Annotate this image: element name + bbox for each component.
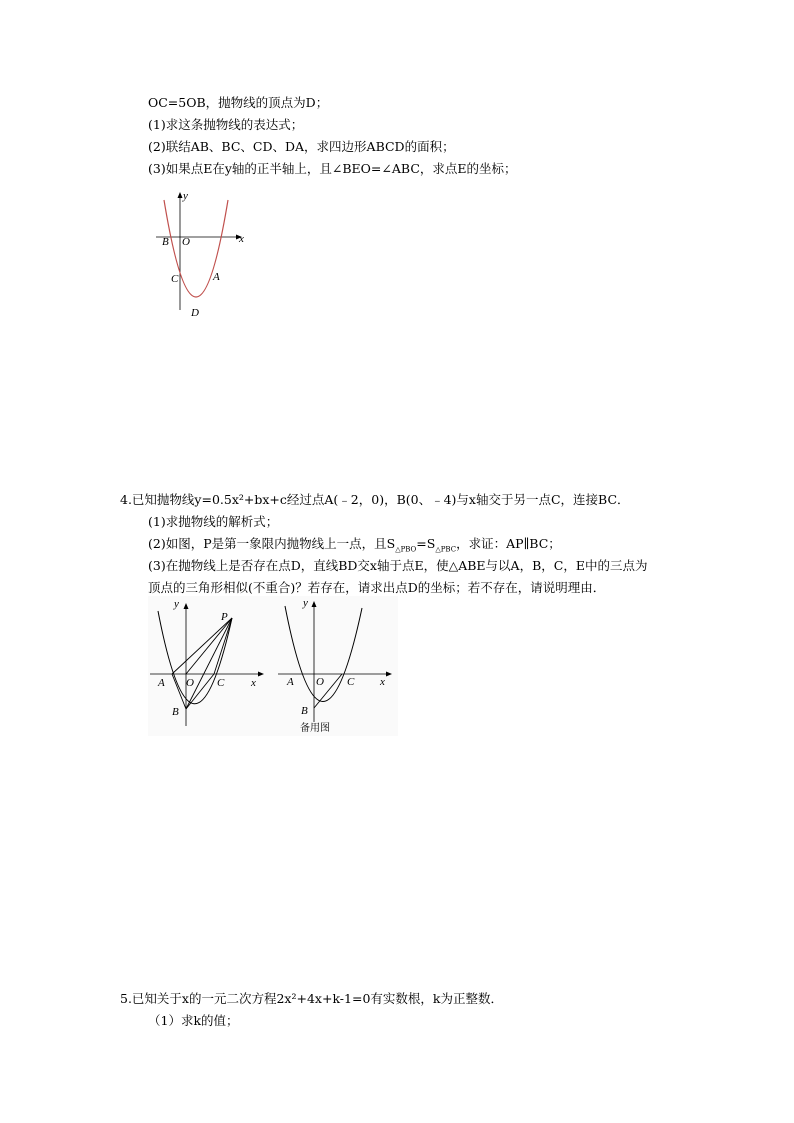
q4-fig2-label-b: B <box>301 705 308 717</box>
q3-label-a: A <box>213 271 220 283</box>
q4-fig2-label-a: A <box>287 676 294 688</box>
q4-fig2-label-c: C <box>347 676 355 688</box>
q4-fig1-label-o: O <box>186 677 194 689</box>
q4-item-2-sub1: △PBO <box>395 545 417 554</box>
q3-item-2: (2)联结AB、BC、CD、DA，求四边形ABCD的面积； <box>148 139 455 154</box>
q5-item-1: （1）求k的值； <box>148 1013 239 1028</box>
q4-item-2-sub2: △PBC <box>435 545 457 554</box>
q3-label-x: x <box>239 233 244 245</box>
q3-label-y: y <box>183 190 188 202</box>
q5-title: 5.已知关于x的一元二次方程2x²+4x+k-1=0有实数根，k为正整数． <box>120 991 503 1006</box>
q3-parabola-figure <box>150 188 250 320</box>
q4-item-2-mid: =S <box>416 536 436 551</box>
q4-fig2-caption: 备用图 <box>300 723 330 734</box>
q4-figures <box>148 596 398 736</box>
q4-fig2-label-x: x <box>380 676 385 688</box>
q4-item-3-line-1: (3)在抛物线上是否存在点D，直线BD交x轴于点E，使△ABE与以A，B，C，E中的三点为 <box>148 558 648 573</box>
q4-fig1-label-c: C <box>217 677 225 689</box>
q4-fig1-label-p: P <box>221 611 228 623</box>
q3-line-1: OC=5OB，抛物线的顶点为D； <box>148 95 329 110</box>
q3-label-o: O <box>182 236 190 248</box>
q4-item-2 <box>148 535 561 559</box>
q4-title: 4.已知抛物线y=0.5x²+bx+c经过点A(﹣2，0)，B(0、﹣4)与x轴交于另一点C，连接BC． <box>120 492 630 507</box>
q3-label-b: B <box>162 236 169 248</box>
q4-item-1: (1)求抛物线的解析式； <box>148 514 279 529</box>
q3-label-c: C <box>171 273 179 285</box>
q4-item-2-pre: (2)如图，P是第一象限内抛物线上一点，且S <box>148 536 396 551</box>
q4-item-2-post: ，求证：AP∥BC； <box>456 536 561 551</box>
q4-fig1-label-a: A <box>158 677 165 689</box>
q3-label-d: D <box>191 307 199 319</box>
q3-y-arrow <box>178 192 183 198</box>
q4-fig2-label-o: O <box>316 676 324 688</box>
q4-fig2-label-y: y <box>303 597 308 609</box>
q4-fig1-label-x: x <box>251 677 256 689</box>
q4-item-3-line-2: 顶点的三角形相似(不重合)？若存在，请求出点D的坐标；若不存在，请说明理由． <box>148 580 606 595</box>
q3-item-1: (1)求这条抛物线的表达式； <box>148 117 304 132</box>
q3-item-3: (3)如果点E在y轴的正半轴上，且∠BEO=∠ABC，求点E的坐标； <box>148 161 517 176</box>
q4-fig1-label-y: y <box>174 598 179 610</box>
q4-fig1-label-b: B <box>172 706 179 718</box>
